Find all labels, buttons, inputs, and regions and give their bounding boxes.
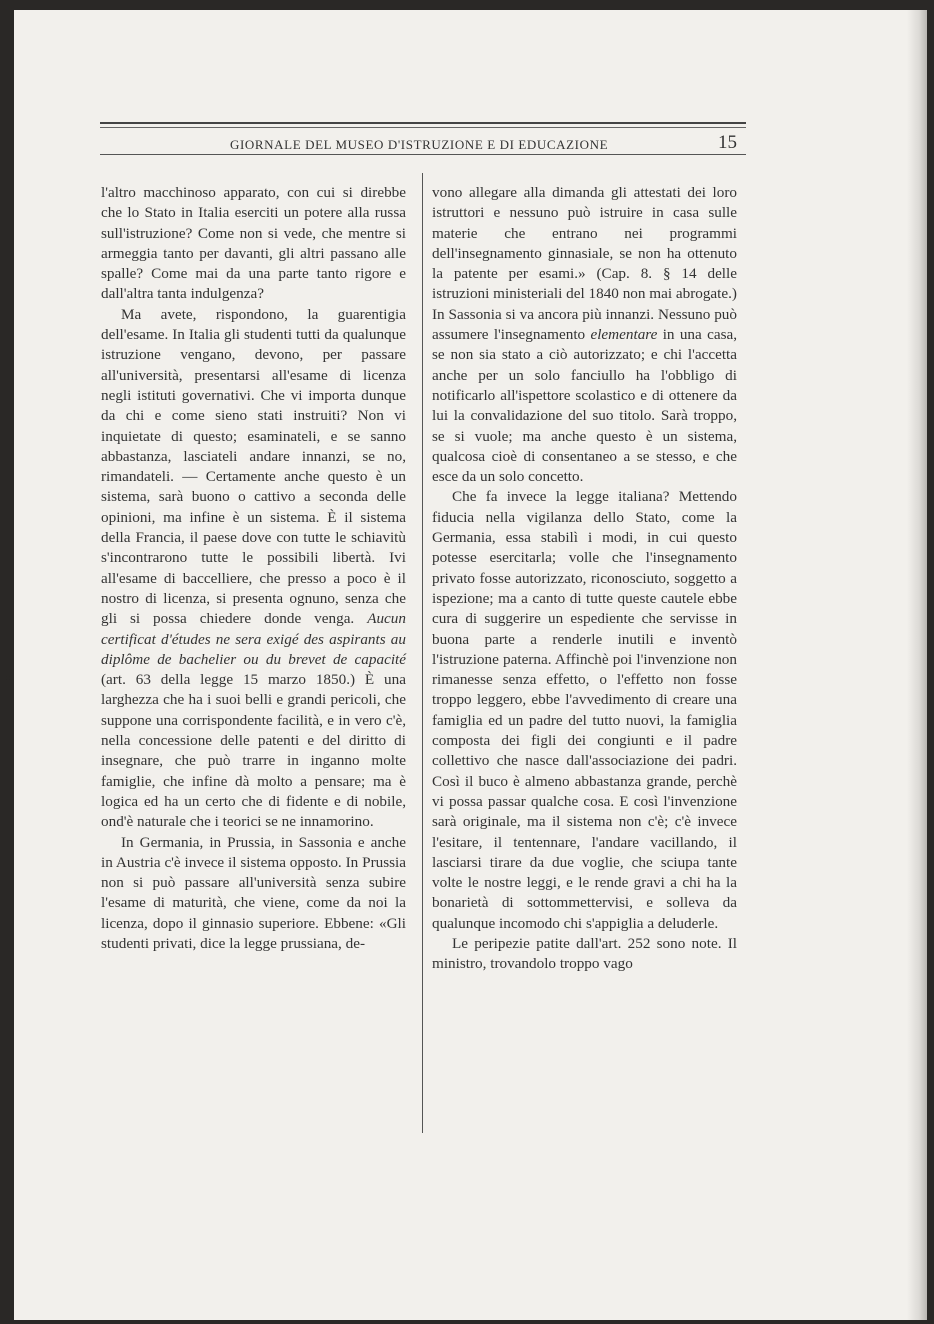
running-header: GIORNALE DEL MUSEO D'ISTRUZIONE E DI EDUCAZIONE <box>230 137 609 152</box>
left-column <box>101 183 406 954</box>
paragraph-text: (art. 63 della legge 15 marzo 1850.) È una larghezza che ha i suoi belli e grandi pericoli, che suppone una corrispondente facilità, e in vero c'è, nella concessione delle patenti e del diritto di insegnare, che può trarre in inganno molte famiglie, che infine dà molto a pensare; ma è logica ed ha un certo che di fidente e di nobile, ond'è naturale che i teorici se ne innamorino. <box>101 671 406 831</box>
page-number: 15 <box>718 132 737 153</box>
paragraph: Che fa invece la legge italiana? Mettendo fiducia nella vigilanza dello Stato, come la Germania, essa stabilì i modi, in cui questo potesse esercitarla; volle che l'insegnamento privato fosse autorizzato, riconosciuto, soggetto a ispezione; ma a canto di tutte queste cautele ebbe cura di suggerire un espediente che servisse in buona parte a renderle inutili e inventò l'istruzione paterna. Affinchè poi l'invenzione non rimanesse senza effetto, o l'effetto non fosse troppo leggero, ebbe l'avvedimento di creare una famiglia ed un padre del tutto nuovi, la famiglia composta dei figli dei congiunti e il padre collettivo che nasce dall'associazione dei padri. Così il buco è almeno abbastanza grande, perchè vi possa passar qualche cosa. E così l'invenzione sarà originale, ma il sistema non c'è; c'è invece l'esitare, il tentennare, l'andare vacillando, il lasciarsi tirare da due voglie, che sciupa tante volte le nostre leggi, e le rende gravi a chi ha la bonarietà di sottommettervisi, e solleva da qualunque incomodo chi s'appiglia a deluderle. <box>432 488 737 932</box>
paragraph: Le peripezie patite dall'art. 252 sono note. Il ministro, trovandolo troppo vago <box>432 934 737 973</box>
column-divider <box>422 173 423 1133</box>
header-rule-top-thin <box>100 127 746 128</box>
paragraph <box>432 183 737 487</box>
paragraph-text: Ma avete, rispondono, la guarentigia dell'esame. In Italia gli studenti tutti da qualunque istruzione vengano, devono, per passare all'università, presentarsi all'esame di licenza negli istituti governativi. Che vi importa dunque da chi e come sieno stati instruiti? Non vi inquietate di questo; esaminateli, e se sanno abbastanza, lasciateli andare innanzi, se no, rimandateli. — Certamente anche questo è un sistema, sarà buono o cattivo a seconda delle opinioni, ma infine è un sistema. È il sistema della Francia, il paese dove con tutte le schiavitù s'incontrarono tutte le possibili libertà. Ivi all'esame di baccelliere, che presso a poco è il nostro di licenza, si presenta ognuno, senza che gli si possa chiedere donde venga. <box>101 305 406 628</box>
scan-mark <box>6 675 10 681</box>
paragraph-text: vono allegare alla dimanda gli attestati dei loro istruttori e nessuno può istruire in casa sulle materie che entrano nei programmi dell'insegnamento ginnasiale, se non ha ottenuto la patente per esami.» (Cap. 8. § 14 delle istruzioni ministeriali del 1840 non mai abrogate.) In Sassonia si va ancora più innanzi. Nessuno può assumere l'insegnamento <box>432 184 737 344</box>
paragraph <box>101 305 406 833</box>
header-rule-top <box>100 122 746 124</box>
paragraph: l'altro macchinoso apparato, con cui si direbbe che lo Stato in Italia eserciti un potere alla russa sull'istruzione? Come non si vede, che mentre si armeggia tanto per davanti, gli altri passano alle spalle? Come mai da una parte tanto rigore e dall'altra tanta indulgenza? <box>101 184 406 303</box>
italic-quote: Aucun certificat d'études ne sera exigé des aspirants au diplôme de bachelier ou du brevet de capacité <box>101 610 406 668</box>
italic-word: elementare <box>590 326 658 344</box>
header-rule-bottom <box>100 154 746 155</box>
page-edge-shadow <box>907 10 927 1320</box>
paragraph: In Germania, in Prussia, in Sassonia e anche in Austria c'è invece il sistema opposto. In Prussia non si può passare all'università senza subire l'esame di maturità, che viene, come da noi la licenza, dopo il ginnasio superiore. Ebbene: «Gli studenti privati, dice la legge prussiana, de- <box>101 833 406 952</box>
right-column <box>432 183 737 975</box>
paragraph-text: in una casa, se non sia stato a ciò autorizzato; e chi l'accetta anche per un solo fanciullo ha l'obbligo di notificarlo all'ispettore scolastico e di ottenere da lui la convalidazione del suo titolo. Sarà troppo, se si vuole; ma anche questo è un sistema, qualcosa cioè di consentaneo a se stesso, e che esce da un solo concetto. <box>432 326 738 486</box>
